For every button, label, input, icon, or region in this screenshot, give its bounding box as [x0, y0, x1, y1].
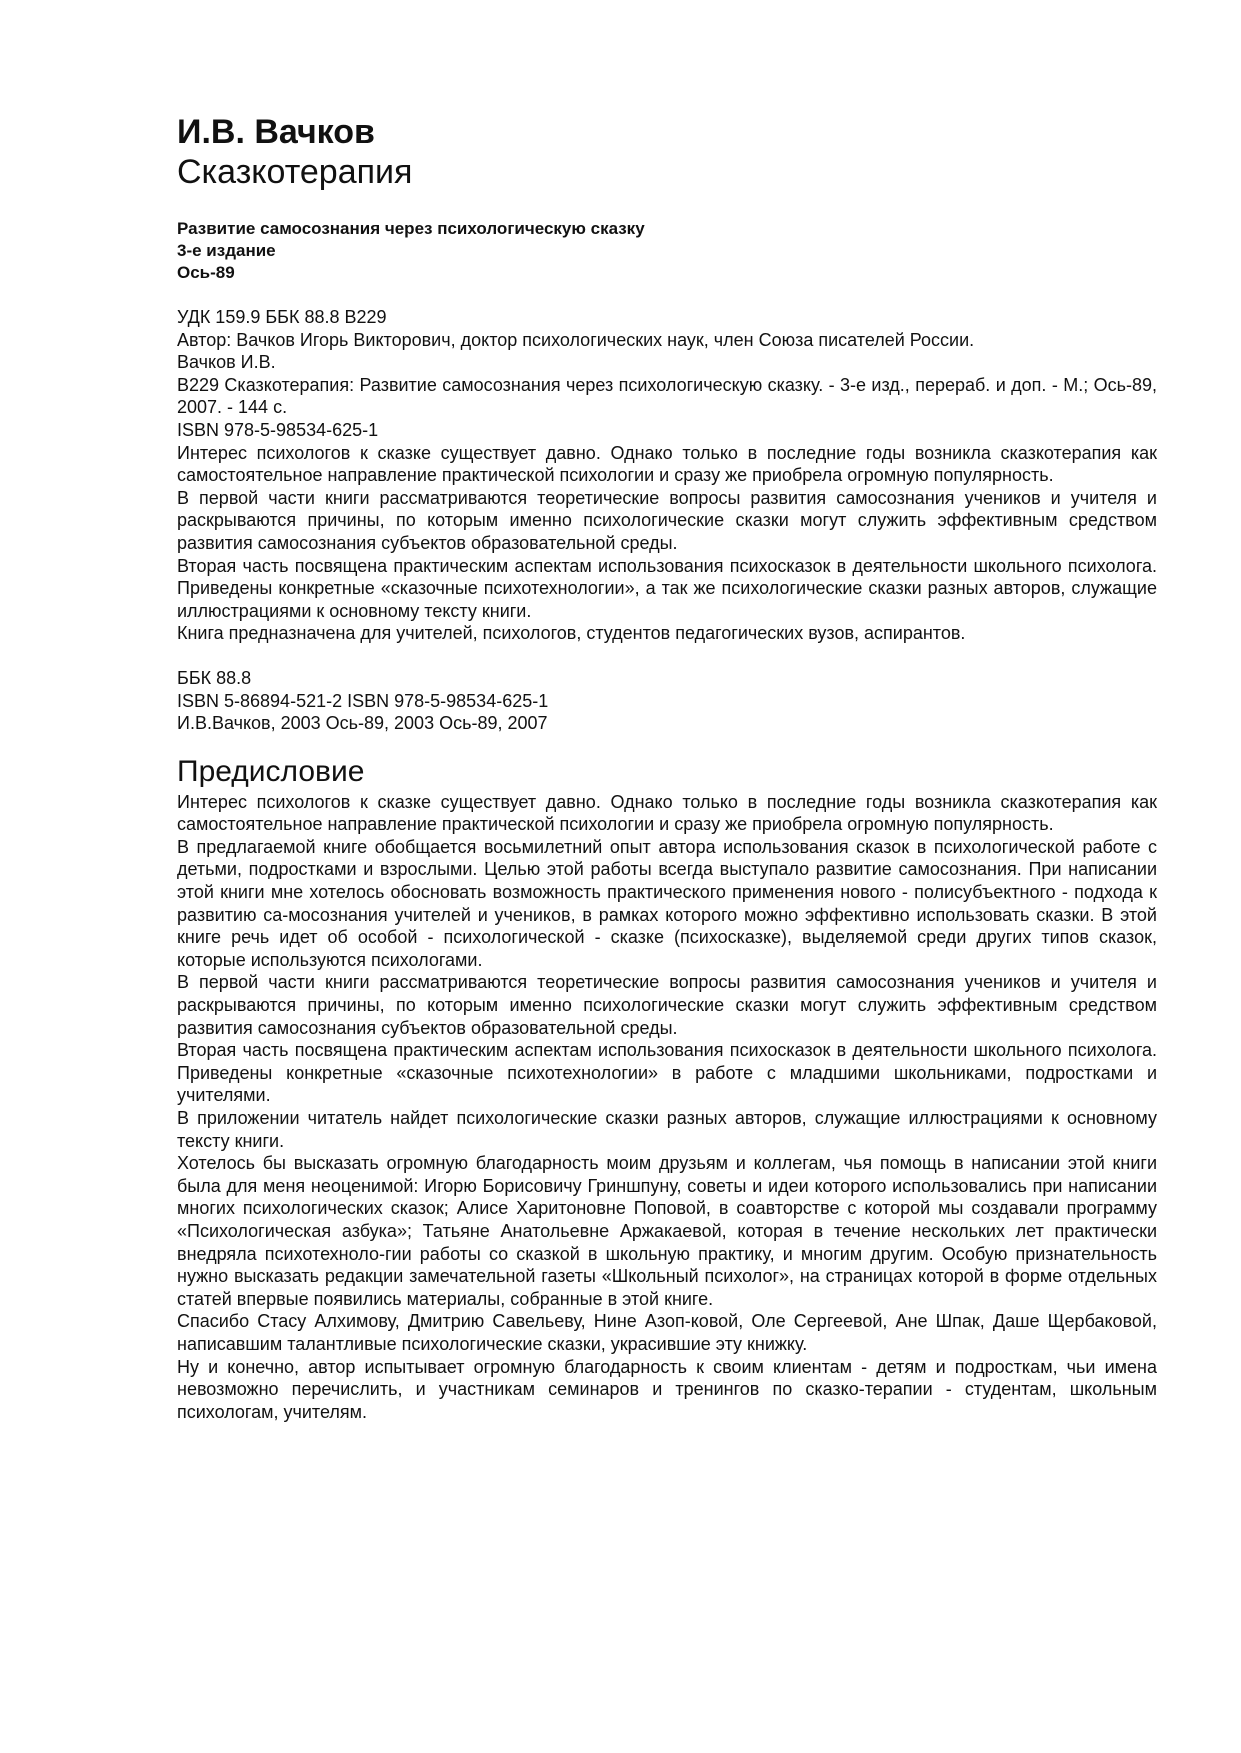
- annotation-paragraph: Интерес психологов к сказке существует давно. Однако только в последние годы возникла сказкотерапия как самостоятельное направление практической психологии и сразу же приобрела огромную популярность.: [177, 442, 1157, 486]
- preface-heading: Предисловие: [177, 754, 365, 788]
- preface-body: [177, 791, 1157, 1424]
- book-publisher: Ось-89: [177, 263, 235, 282]
- annotation-paragraph: Вторая часть посвящена практическим аспектам использования психосказок в деятельности школьного психолога. Приведены конкретные «сказочные психотехнологии», а так же психологические сказки разных авторов, служащие иллюстрациями к основному тексту книги.: [177, 555, 1157, 621]
- copyright-line: И.В.Вачков, 2003 Ось-89, 2003 Ось-89, 2007: [177, 713, 548, 734]
- document-page: [177, 112, 1157, 1423]
- preface-paragraph: Ну и конечно, автор испытывает огромную благодарность к своим клиентам - детям и подросткам, чьи имена невозможно перечислить, и участникам семинаров и тренингов по сказко-терапии - студентам, школьным психологам, учителям.: [177, 1356, 1157, 1422]
- annotation-paragraph: В первой части книги рассматриваются теоретические вопросы развития самосознания учеников и учителя и раскрываются причины, по которым именно психологические сказки могут служить эффективным средством развития самосознания субъектов образовательной среды.: [177, 487, 1157, 553]
- author-short: Вачков И.В.: [177, 352, 276, 373]
- book-edition: 3-е издание: [177, 241, 276, 260]
- book-author: И.В. Вачков: [177, 113, 375, 151]
- preface-paragraph: Спасибо Стасу Алхимову, Дмитрию Савельеву, Нине Азоп-ковой, Оле Сергеевой, Ане Шпак, Даше Щербаковой, написавшим талантливые психологические сказки, украсившие эту книжку.: [177, 1311, 1157, 1354]
- annotation-paragraph: Книга предназначена для учителей, психологов, студентов педагогических вузов, аспирантов.: [177, 623, 966, 644]
- author-info: Автор: Вачков Игорь Викторович, доктор психологических наук, член Союза писателей России.: [177, 329, 975, 350]
- udk-line: УДК 159.9 ББК 88.8 В229: [177, 307, 387, 327]
- bbk-line: ББК 88.8: [177, 667, 252, 688]
- isbn-line: ISBN 978-5-98534-625-1: [177, 419, 379, 440]
- preface-paragraph: В первой части книги рассматриваются теоретические вопросы развития самосознания учеников и учителя и раскрываются причины, по которым именно психологические сказки могут служить эффективным средством развития самосознания субъектов образовательной среды.: [177, 972, 1157, 1038]
- book-subtitle: Развитие самосознания через психологическую сказку: [177, 219, 645, 238]
- bib-entry: В229 Сказкотерапия: Развитие самосознания через психологическую сказку. - 3-е изд., перераб. и доп. - М.; Ось-89, 2007. - 144 с.: [177, 374, 1157, 418]
- imprint-block: [177, 306, 1157, 735]
- book-title: Сказкотерапия: [177, 153, 413, 191]
- preface-paragraph: В приложении читатель найдет психологические сказки разных авторов, служащие иллюстрациями к основному тексту книги.: [177, 1108, 1157, 1151]
- preface-paragraph: Интерес психологов к сказке существует давно. Однако только в последние годы возникла сказкотерапия как самостоятельное направление практической психологии и сразу же приобрела огромную популярность.: [177, 791, 1157, 835]
- preface-paragraph: В предлагаемой книге обобщается восьмилетний опыт автора использования сказок в психологической работе с детьми, подростками и взрослыми. Целью этой работы всегда выступало развитие самосознания. При написании этой книги мне хотелось обосновать возможность практического применения нового - полисубъектного - подхода к развитию са-мосознания учителей и учеников, в рамках которого можно эффективно использовать сказки. В этой книге речь идет об особой - психологической - сказке (психосказке), выделяемой среди других типов сказок, которые используются психологами.: [177, 836, 1157, 970]
- preface-paragraph: Хотелось бы высказать огромную благодарность моим друзьям и коллегам, чья помощь в написании этой книги была для меня неоценимой: Игорю Борисовичу Гриншпуну, советы и идеи которого использовались при написании многих психологических сказок; Алисе Харитоновне Поповой, в соавторстве с которой мы создавали программу «Психологическая азбука»; Татьяне Анатольевне Аржакаевой, которая в течение нескольких лет практически внедряла психотехноло-гии работы со сказкой в школьную практику, и многим другим. Особую признательность нужно высказать редакции замечательной газеты «Школьный психолог», на страницах которой в форме отдельных статей впервые появились материалы, собранные в этой книге.: [177, 1153, 1157, 1309]
- isbn-both-line: ISBN 5-86894-521-2 ISBN 978-5-98534-625-1: [177, 690, 549, 711]
- preface-paragraph: Вторая часть посвящена практическим аспектам использования психосказок в деятельности школьного психолога. Приведены конкретные «сказочные психотехнологии» в работе с младшими школьниками, подростками и учителями.: [177, 1040, 1157, 1106]
- spacer: [177, 645, 1157, 667]
